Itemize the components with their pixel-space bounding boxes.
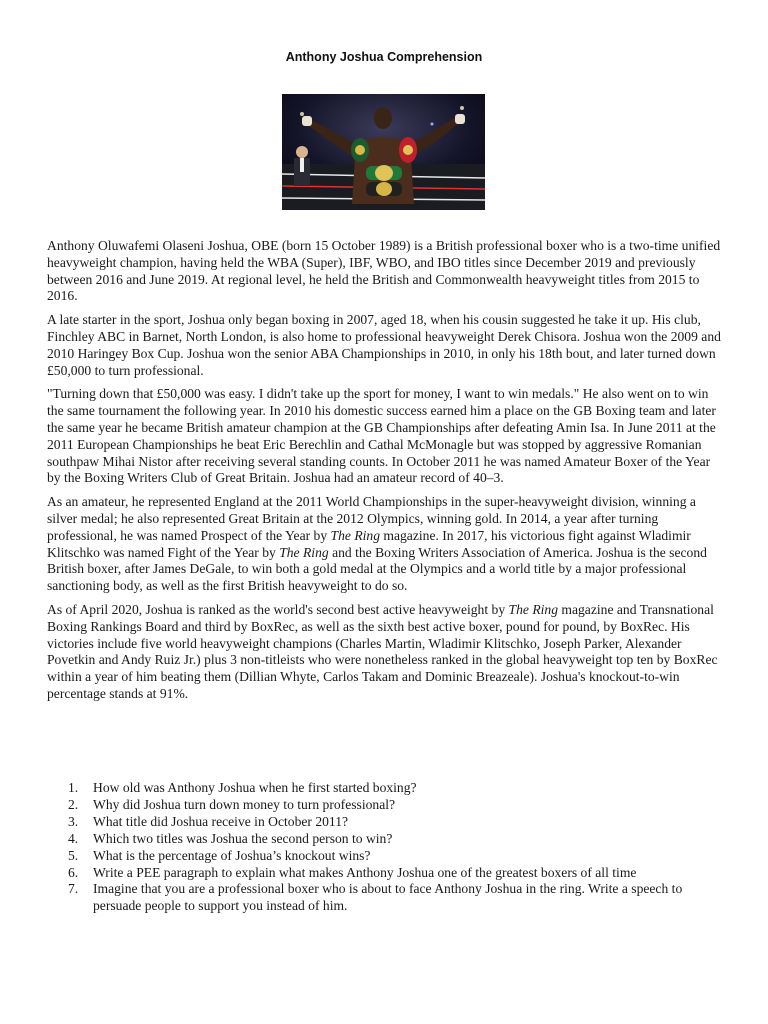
article-body	[47, 238, 723, 710]
page-title: Anthony Joshua Comprehension	[285, 50, 483, 64]
question-text: Imagine that you are a professional boxer who is about to face Anthony Joshua in the ring. Write a speech to persuade people to support you instead of him.	[93, 881, 683, 914]
question-text: What is the percentage of Joshua’s knockout wins?	[93, 847, 371, 863]
question-number: 6.	[68, 864, 79, 880]
question-text: Which two titles was Joshua the second person to win?	[93, 830, 393, 846]
question-item	[68, 831, 728, 848]
magazine-title: The Ring	[330, 527, 380, 543]
question-item	[68, 814, 728, 831]
question-list	[68, 780, 728, 915]
question-item	[68, 848, 728, 865]
question-text: What title did Joshua receive in October 2011?	[93, 813, 349, 829]
question-number: 1.	[68, 780, 79, 795]
question-item	[68, 881, 728, 915]
paragraph: "Turning down that £50,000 was easy. I didn't take up the sport for money, I want to win medals." He also went on to win the same tournament the following year. In 2010 his domestic success earned him a place on the GB Boxing team and later the same year he became British amateur champion at the GB Championships after defeating Amin Isa. In June 2011 at the 2011 European Championships he beat Eric Berechlin and Cathal McMonagle but was stopped by aggressive Romanian southpaw Mihai Nistor after receiving several standing counts. In October 2011 he was named Amateur Boxer of the Year by the Boxing Writers Club of Great Britain. Joshua had an amateur record of 40–3.	[47, 386, 716, 486]
question-text: How old was Anthony Joshua when he first started boxing?	[93, 780, 417, 795]
question-number: 3.	[68, 813, 79, 829]
paragraph	[47, 494, 723, 595]
question-number: 5.	[68, 847, 79, 863]
text-run: magazine. In 2017, his victorious fight against Wladimir Klitschko was named Fight of the Year by	[47, 527, 691, 560]
question-text: Write a PEE paragraph to explain what makes Anthony Joshua one of the greatest boxers of all time	[93, 864, 637, 880]
paragraph: A late starter in the sport, Joshua only began boxing in 2007, aged 18, when his cousin suggested he take it up. His club, Finchley ABC in Barnet, North London, is also home to professional heavyweight Derek Chisora. Joshua won the 2009 and 2010 Haringey Box Cup. Joshua won the senior ABA Championships in 2010, in only his 18th bout, and later turned down £50,000 to turn professional.	[47, 312, 721, 378]
question-number: 4.	[68, 830, 79, 846]
question-text: Why did Joshua turn down money to turn professional?	[93, 796, 396, 812]
question-number: 2.	[68, 796, 79, 812]
boxer-photo	[282, 94, 485, 210]
question-item	[68, 797, 728, 814]
magazine-title: The Ring	[508, 601, 558, 617]
paragraph	[47, 602, 723, 703]
text-run: magazine and Transnational Boxing Rankings Board and third by BoxRec, as well as the sixth best active boxer, pound for pound, by BoxRec. His victories include five world heavyweight champions (Charles Martin, Wladimir Klitschko, Joseph Parker, Alexander Povetkin and Andy Ruiz Jr.) plus 3 non-titleists who were nonetheless ranked in the global heavyweight top ten by BoxRec within a year of him beating them (Dillian Whyte, Carlos Takam and Dominic Breazeale). Joshua's knockout-to-win percentage stands at 91%.	[47, 601, 718, 701]
paragraph: Anthony Oluwafemi Olaseni Joshua, OBE (born 15 October 1989) is a British professional boxer who is a two-time unified heavyweight champion, having held the WBA (Super), IBF, WBO, and IBO titles since December 2019 and previously between 2016 and June 2019. At regional level, he held the British and Commonwealth heavyweight titles from 2015 to 2016.	[47, 238, 721, 304]
text-run: As of April 2020, Joshua is ranked as the world's second best active heavyweight by	[47, 601, 509, 617]
question-number: 7.	[68, 881, 79, 897]
text-run: As an amateur, he represented England at the 2011 World Championships in the super-heavyweight division, winning a silver medal; he also represented Great Britain at the 2012 Olympics, winning gold. In 2014, a year after turning professional, he was named Prospect of the Year by	[47, 494, 696, 543]
text-run: and the Boxing Writers Association of America. Joshua is the second British boxer, after James DeGale, to win both a gold medal at the Olympics and a world title by a major professional sanctioning body, as well as the first British heavyweight to do so.	[47, 544, 707, 594]
magazine-title: The Ring	[279, 544, 329, 560]
question-item	[68, 780, 728, 797]
question-item	[68, 865, 728, 882]
